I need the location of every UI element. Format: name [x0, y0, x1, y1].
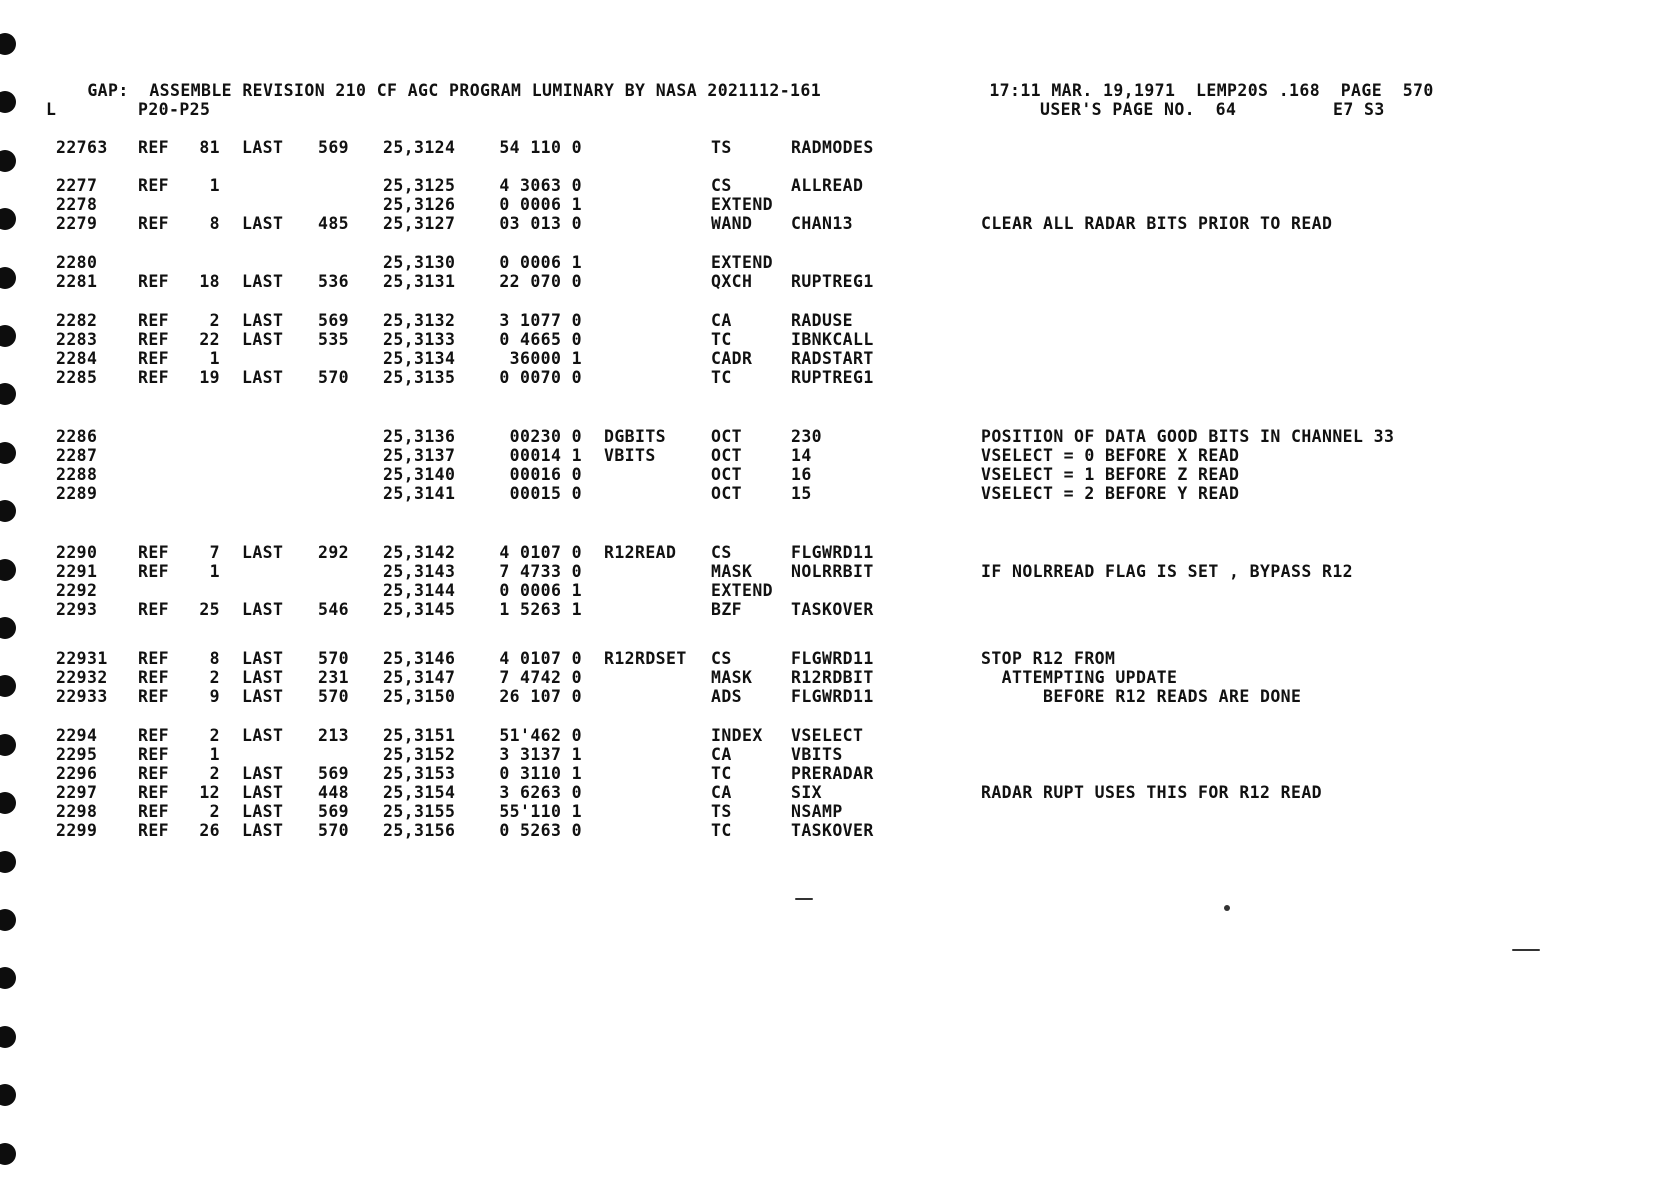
row-op: CA — [711, 311, 732, 330]
row-refn: 1 — [209, 176, 220, 195]
row-comment: VSELECT = 0 BEFORE X READ — [981, 446, 1240, 465]
row-line: 2281 — [56, 272, 98, 291]
section-name: P20-P25 — [138, 100, 211, 119]
sprocket-hole — [0, 500, 16, 522]
row-last: LAST — [242, 649, 284, 668]
row-comment: BEFORE R12 READS ARE DONE — [981, 687, 1302, 706]
row-last: LAST — [242, 726, 284, 745]
row-line: 2286 — [56, 427, 98, 446]
row-ref: REF — [138, 562, 170, 581]
row-addr: 25,3141 — [383, 484, 456, 503]
row-line: 22933 — [56, 687, 108, 706]
row-word: 0 4665 0 — [499, 330, 582, 349]
row-last: LAST — [242, 687, 284, 706]
sprocket-hole — [0, 675, 16, 697]
row-line: 2289 — [56, 484, 98, 503]
row-line: 2277 — [56, 176, 98, 195]
row-op: OCT — [711, 427, 743, 446]
row-refn: 1 — [209, 562, 220, 581]
row-ref: REF — [138, 764, 170, 783]
row-operand: TASKOVER — [791, 821, 874, 840]
row-operand: R12RDBIT — [791, 668, 874, 687]
row-refn: 8 — [209, 649, 220, 668]
row-line: 2293 — [56, 600, 98, 619]
row-ref: REF — [138, 349, 170, 368]
row-lastn: 569 — [318, 138, 350, 157]
row-addr: 25,3146 — [383, 649, 456, 668]
row-op: CS — [711, 649, 732, 668]
row-op: BZF — [711, 600, 743, 619]
row-addr: 25,3135 — [383, 368, 456, 387]
row-line: 22931 — [56, 649, 108, 668]
row-addr: 25,3126 — [383, 195, 456, 214]
row-refn: 18 — [199, 272, 220, 291]
row-addr: 25,3127 — [383, 214, 456, 233]
row-refn: 12 — [199, 783, 220, 802]
row-refn: 2 — [209, 668, 220, 687]
row-word: 4 0107 0 — [499, 649, 582, 668]
row-operand: RADUSE — [791, 311, 854, 330]
row-word: 55'110 1 — [499, 802, 582, 821]
row-ref: REF — [138, 543, 170, 562]
row-line: 2278 — [56, 195, 98, 214]
row-word: 26 107 0 — [499, 687, 582, 706]
row-word: 22 070 0 — [499, 272, 582, 291]
row-op: TC — [711, 764, 732, 783]
row-line: 2295 — [56, 745, 98, 764]
row-addr: 25,3143 — [383, 562, 456, 581]
row-operand: RADSTART — [791, 349, 874, 368]
sprocket-hole — [0, 208, 16, 230]
row-operand: NOLRRBIT — [791, 562, 874, 581]
row-op: TS — [711, 802, 732, 821]
row-label: DGBITS — [604, 427, 667, 446]
row-addr: 25,3155 — [383, 802, 456, 821]
row-operand: FLGWRD11 — [791, 649, 874, 668]
row-lastn: 570 — [318, 368, 350, 387]
row-op: MASK — [711, 562, 753, 581]
row-operand: 16 — [791, 465, 812, 484]
row-comment: IF NOLRREAD FLAG IS SET , BYPASS R12 — [981, 562, 1354, 581]
row-addr: 25,3142 — [383, 543, 456, 562]
row-addr: 25,3124 — [383, 138, 456, 157]
row-word: 4 3063 0 — [499, 176, 582, 195]
sprocket-hole — [0, 33, 16, 55]
row-line: 2284 — [56, 349, 98, 368]
row-line: 2285 — [56, 368, 98, 387]
row-last: LAST — [242, 330, 284, 349]
row-lastn: 569 — [318, 802, 350, 821]
row-line: 2287 — [56, 446, 98, 465]
row-operand: 15 — [791, 484, 812, 503]
row-word: 54 110 0 — [499, 138, 582, 157]
row-line: 2292 — [56, 581, 98, 600]
row-operand: SIX — [791, 783, 823, 802]
row-refn: 8 — [209, 214, 220, 233]
row-refn: 81 — [199, 138, 220, 157]
sprocket-hole — [0, 325, 16, 347]
row-op: OCT — [711, 484, 743, 503]
row-line: 2290 — [56, 543, 98, 562]
users-page-number: USER'S PAGE NO. 64 — [1040, 100, 1237, 119]
page-code: E7 S3 — [1333, 100, 1385, 119]
row-refn: 2 — [209, 726, 220, 745]
row-word: 3 6263 0 — [499, 783, 582, 802]
row-op: MASK — [711, 668, 753, 687]
scan-speck — [795, 898, 813, 900]
row-op: CADR — [711, 349, 753, 368]
row-word: 3 3137 1 — [499, 745, 582, 764]
row-last: LAST — [242, 272, 284, 291]
row-op: CS — [711, 176, 732, 195]
row-line: 2283 — [56, 330, 98, 349]
row-operand: TASKOVER — [791, 600, 874, 619]
row-operand: 14 — [791, 446, 812, 465]
row-word: 00014 1 — [509, 446, 582, 465]
row-line: 2282 — [56, 311, 98, 330]
row-ref: REF — [138, 726, 170, 745]
row-line: 2298 — [56, 802, 98, 821]
row-addr: 25,3136 — [383, 427, 456, 446]
row-last: LAST — [242, 138, 284, 157]
row-comment: VSELECT = 1 BEFORE Z READ — [981, 465, 1240, 484]
row-op: EXTEND — [711, 581, 774, 600]
row-word: 4 0107 0 — [499, 543, 582, 562]
row-word: 51'462 0 — [499, 726, 582, 745]
row-operand: FLGWRD11 — [791, 687, 874, 706]
row-word: 0 5263 0 — [499, 821, 582, 840]
row-op: ADS — [711, 687, 743, 706]
row-op: TC — [711, 330, 732, 349]
row-line: 22763 — [56, 138, 108, 157]
row-addr: 25,3133 — [383, 330, 456, 349]
row-op: EXTEND — [711, 253, 774, 272]
row-operand: VSELECT — [791, 726, 864, 745]
row-word: 0 3110 1 — [499, 764, 582, 783]
row-word: 0 0006 1 — [499, 581, 582, 600]
row-lastn: 569 — [318, 764, 350, 783]
row-operand: NSAMP — [791, 802, 843, 821]
row-operand: CHAN13 — [791, 214, 854, 233]
row-word: 03 013 0 — [499, 214, 582, 233]
row-op: CS — [711, 543, 732, 562]
row-op: OCT — [711, 446, 743, 465]
row-line: 2296 — [56, 764, 98, 783]
row-addr: 25,3134 — [383, 349, 456, 368]
sprocket-hole — [0, 1084, 16, 1106]
row-line: 2291 — [56, 562, 98, 581]
sprocket-hole — [0, 792, 16, 814]
row-lastn: 536 — [318, 272, 350, 291]
row-word: 00016 0 — [509, 465, 582, 484]
row-addr: 25,3156 — [383, 821, 456, 840]
row-ref: REF — [138, 783, 170, 802]
row-refn: 2 — [209, 311, 220, 330]
sprocket-hole — [0, 851, 16, 873]
row-ref: REF — [138, 311, 170, 330]
row-word: 36000 1 — [509, 349, 582, 368]
row-word: 7 4733 0 — [499, 562, 582, 581]
listing-timestamp: 17:11 MAR. 19,1971 LEMP20S .168 PAGE 570 — [989, 81, 1434, 100]
row-ref: REF — [138, 649, 170, 668]
row-lastn: 448 — [318, 783, 350, 802]
row-op: INDEX — [711, 726, 763, 745]
row-addr: 25,3150 — [383, 687, 456, 706]
row-addr: 25,3154 — [383, 783, 456, 802]
row-refn: 7 — [209, 543, 220, 562]
row-refn: 19 — [199, 368, 220, 387]
row-last: LAST — [242, 214, 284, 233]
row-last: LAST — [242, 668, 284, 687]
row-addr: 25,3132 — [383, 311, 456, 330]
row-op: CA — [711, 745, 732, 764]
sprocket-hole — [0, 734, 16, 756]
row-comment: STOP R12 FROM — [981, 649, 1116, 668]
row-word: 0 0070 0 — [499, 368, 582, 387]
row-addr: 25,3131 — [383, 272, 456, 291]
row-line: 2280 — [56, 253, 98, 272]
row-ref: REF — [138, 745, 170, 764]
row-ref: REF — [138, 368, 170, 387]
row-addr: 25,3152 — [383, 745, 456, 764]
row-op: EXTEND — [711, 195, 774, 214]
sprocket-hole — [0, 909, 16, 931]
row-operand: RUPTREG1 — [791, 272, 874, 291]
row-refn: 9 — [209, 687, 220, 706]
row-last: LAST — [242, 543, 284, 562]
row-addr: 25,3147 — [383, 668, 456, 687]
row-operand: PRERADAR — [791, 764, 874, 783]
row-refn: 25 — [199, 600, 220, 619]
row-ref: REF — [138, 176, 170, 195]
row-last: LAST — [242, 311, 284, 330]
row-operand: 230 — [791, 427, 823, 446]
row-last: LAST — [242, 764, 284, 783]
row-line: 2294 — [56, 726, 98, 745]
row-comment: ATTEMPTING UPDATE — [981, 668, 1178, 687]
row-label: R12RDSET — [604, 649, 687, 668]
row-last: LAST — [242, 821, 284, 840]
row-line: 2299 — [56, 821, 98, 840]
row-op: TS — [711, 138, 732, 157]
row-op: WAND — [711, 214, 753, 233]
row-refn: 2 — [209, 764, 220, 783]
row-word: 0 0006 1 — [499, 253, 582, 272]
row-operand: ALLREAD — [791, 176, 864, 195]
row-word: 1 5263 1 — [499, 600, 582, 619]
row-ref: REF — [138, 668, 170, 687]
row-refn: 1 — [209, 745, 220, 764]
row-addr: 25,3130 — [383, 253, 456, 272]
scan-speck — [1512, 949, 1540, 951]
row-comment: RADAR RUPT USES THIS FOR R12 READ — [981, 783, 1323, 802]
row-addr: 25,3144 — [383, 581, 456, 600]
row-ref: REF — [138, 821, 170, 840]
row-ref: REF — [138, 330, 170, 349]
section-letter: L — [46, 100, 57, 119]
row-refn: 22 — [199, 330, 220, 349]
row-last: LAST — [242, 802, 284, 821]
row-addr: 25,3137 — [383, 446, 456, 465]
row-addr: 25,3125 — [383, 176, 456, 195]
row-refn: 26 — [199, 821, 220, 840]
row-line: 22932 — [56, 668, 108, 687]
row-label: R12READ — [604, 543, 677, 562]
sprocket-hole — [0, 1143, 16, 1165]
sprocket-hole — [0, 267, 16, 289]
row-refn: 2 — [209, 802, 220, 821]
row-word: 00015 0 — [509, 484, 582, 503]
row-lastn: 546 — [318, 600, 350, 619]
row-addr: 25,3145 — [383, 600, 456, 619]
row-ref: REF — [138, 138, 170, 157]
sprocket-hole — [0, 617, 16, 639]
row-lastn: 570 — [318, 649, 350, 668]
row-word: 7 4742 0 — [499, 668, 582, 687]
row-comment: VSELECT = 2 BEFORE Y READ — [981, 484, 1240, 503]
row-comment: POSITION OF DATA GOOD BITS IN CHANNEL 33 — [981, 427, 1395, 446]
row-op: QXCH — [711, 272, 753, 291]
row-lastn: 569 — [318, 311, 350, 330]
row-op: TC — [711, 368, 732, 387]
row-ref: REF — [138, 214, 170, 233]
row-line: 2279 — [56, 214, 98, 233]
row-addr: 25,3140 — [383, 465, 456, 484]
row-last: LAST — [242, 600, 284, 619]
sprocket-hole — [0, 967, 16, 989]
row-word: 0 0006 1 — [499, 195, 582, 214]
row-last: LAST — [242, 783, 284, 802]
row-ref: REF — [138, 600, 170, 619]
row-lastn: 485 — [318, 214, 350, 233]
row-operand: RADMODES — [791, 138, 874, 157]
row-operand: VBITS — [791, 745, 843, 764]
row-lastn: 535 — [318, 330, 350, 349]
row-operand: IBNKCALL — [791, 330, 874, 349]
row-line: 2297 — [56, 783, 98, 802]
row-op: TC — [711, 821, 732, 840]
row-label: VBITS — [604, 446, 656, 465]
row-op: OCT — [711, 465, 743, 484]
row-addr: 25,3153 — [383, 764, 456, 783]
sprocket-hole — [0, 150, 16, 172]
sprocket-hole — [0, 442, 16, 464]
row-word: 00230 0 — [509, 427, 582, 446]
row-op: CA — [711, 783, 732, 802]
sprocket-hole — [0, 383, 16, 405]
row-lastn: 570 — [318, 687, 350, 706]
row-operand: FLGWRD11 — [791, 543, 874, 562]
sprocket-hole — [0, 1026, 16, 1048]
assembly-title: GAP: ASSEMBLE REVISION 210 CF AGC PROGRAM LUMINARY BY NASA 2021112-161 — [87, 81, 822, 100]
sprocket-hole — [0, 559, 16, 581]
row-lastn: 213 — [318, 726, 350, 745]
row-operand: RUPTREG1 — [791, 368, 874, 387]
row-lastn: 231 — [318, 668, 350, 687]
row-lastn: 292 — [318, 543, 350, 562]
row-lastn: 570 — [318, 821, 350, 840]
row-ref: REF — [138, 687, 170, 706]
row-last: LAST — [242, 368, 284, 387]
row-ref: REF — [138, 272, 170, 291]
row-ref: REF — [138, 802, 170, 821]
scan-speck — [1224, 905, 1230, 911]
row-refn: 1 — [209, 349, 220, 368]
row-word: 3 1077 0 — [499, 311, 582, 330]
row-line: 2288 — [56, 465, 98, 484]
row-addr: 25,3151 — [383, 726, 456, 745]
sprocket-hole — [0, 91, 16, 113]
row-comment: CLEAR ALL RADAR BITS PRIOR TO READ — [981, 214, 1333, 233]
